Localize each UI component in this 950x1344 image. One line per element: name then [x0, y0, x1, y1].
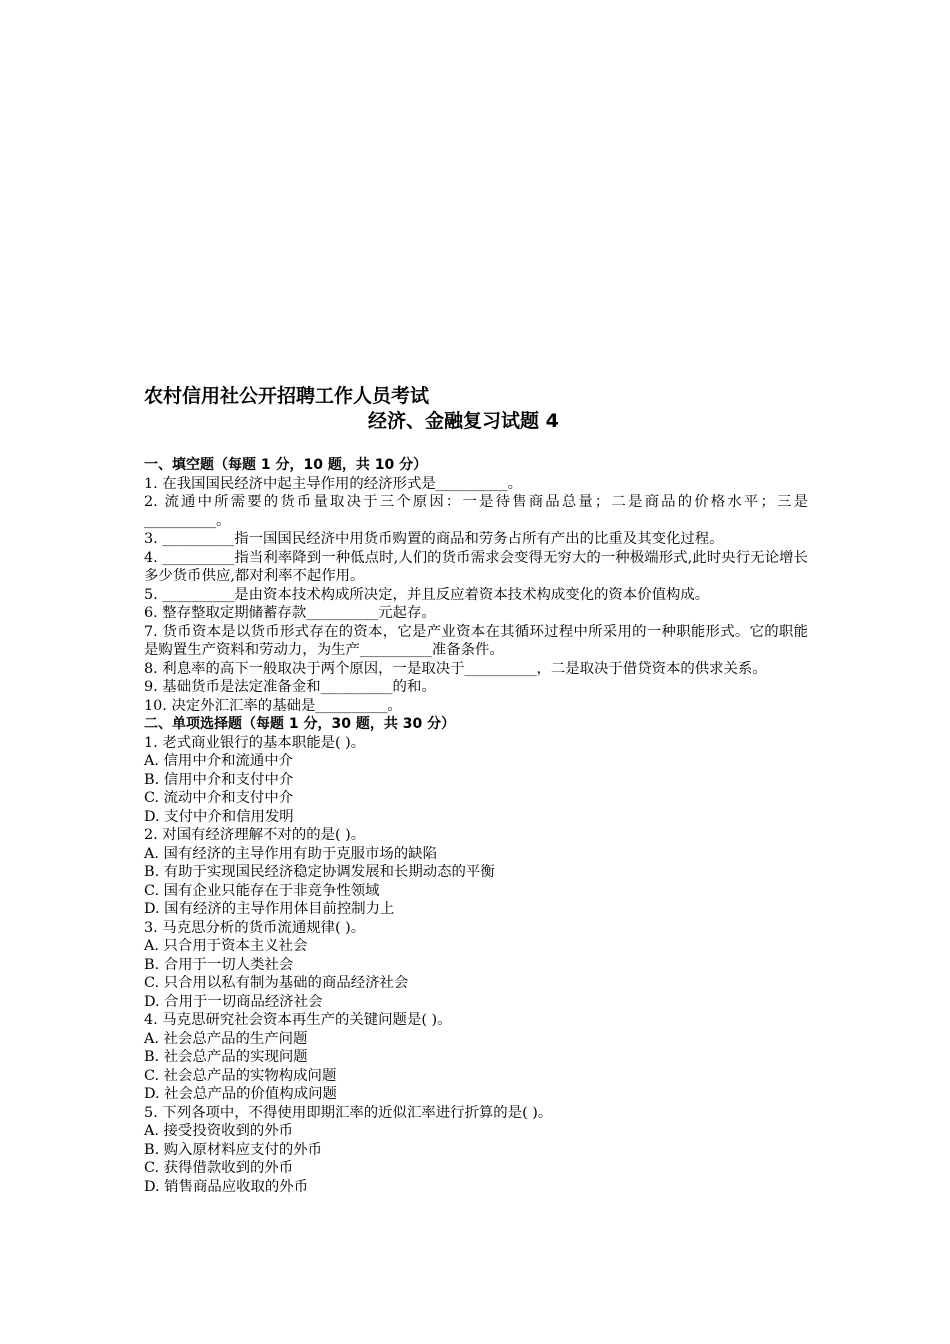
answer-option: A. 只合用于资本主义社会: [144, 938, 308, 954]
fill-blank-item: 1. 在我国国民经济中起主导作用的经济形式是__________。: [144, 475, 523, 492]
answer-option: C. 社会总产品的实物构成问题: [144, 1067, 337, 1084]
answer-option: B. 社会总产品的实现问题: [144, 1049, 308, 1065]
section-heading-fill-blank: 一、填空题（每题 1 分，10 题，共 10 分）: [144, 457, 428, 473]
document-subtitle: 经济、金融复习试题 4: [368, 410, 559, 432]
section-heading-multiple-choice: 二、单项选择题（每题 1 分，30 题，共 30 分）: [144, 716, 456, 732]
answer-option: D. 社会总产品的价值构成问题: [144, 1086, 337, 1102]
answer-option: B. 购入原材料应支付的外币: [144, 1141, 323, 1158]
question-stem: 3. 马克思分析的货币流通规律( )。: [144, 919, 366, 936]
answer-option: C. 国有企业只能存在于非竞争性领域: [144, 882, 380, 899]
fill-blank-item: 8. 利息率的高下一般取决于两个原因，一是取决于__________，二是取决于借贷资本的供求关系。: [144, 660, 767, 677]
fill-blank-item: 5. __________是由资本技术构成所决定，并且反应着资本技术构成变化的资本价值构成。: [144, 586, 710, 603]
answer-option: D. 销售商品应收取的外币: [144, 1178, 309, 1195]
question-stem: 4. 马克思研究社会资本再生产的关键问题是( )。: [144, 1012, 452, 1028]
answer-option: B. 有助于实现国民经济稳定协调发展和长期动态的平衡: [144, 864, 495, 880]
answer-option: B. 合用于一切人类社会: [144, 956, 294, 973]
answer-option: D. 支付中介和信用发明: [144, 808, 294, 825]
question-stem: 2. 对国有经济理解不对的的是( )。: [144, 827, 366, 843]
document-title: 农村信用社公开招聘工作人员考试: [144, 385, 430, 407]
answer-option: C. 流动中介和支付中介: [144, 790, 294, 806]
answer-option: A. 社会总产品的生产问题: [144, 1030, 308, 1047]
answer-option: C. 获得借款收到的外币: [144, 1160, 294, 1176]
fill-blank-item: 9. 基础货币是法定准备金和__________的和。: [144, 679, 436, 695]
question-stem: 1. 老式商业银行的基本职能是( )。: [144, 734, 366, 751]
answer-option: D. 合用于一切商品经济社会: [144, 993, 323, 1010]
question-stem: 5. 下列各项中，不得使用即期汇率的近似汇率进行折算的是( )。: [144, 1104, 553, 1121]
fill-blank-item: 10. 决定外汇汇率的基础是__________。: [144, 697, 402, 714]
fill-blank-item: 6. 整存整取定期储蓄存款__________元起存。: [144, 605, 436, 621]
fill-blank-item: 4. __________指当利率降到一种低点时,人们的货币需求会变得无穷大的一种极端形式,此时央行无论增长多少货币供应,都对利率不起作用。: [144, 549, 808, 584]
answer-option: D. 国有经济的主导作用体目前控制力上: [144, 901, 395, 917]
answer-option: A. 信用中介和流通中介: [144, 753, 294, 769]
fill-blank-item: 3. __________指一国国民经济中用货币购置的商品和劳务占所有产出的比重及其变化过程。: [144, 531, 724, 547]
answer-option: A. 国有经济的主导作用有助于克服市场的缺陷: [144, 845, 437, 862]
answer-option: A. 接受投资收到的外币: [144, 1123, 294, 1139]
document-body: [144, 456, 808, 1196]
fill-blank-item: 7. 货币资本是以货币形式存在的资本，它是产业资本在其循环过程中所采用的一种职能形式。它的职能是购置生产资料和劳动力，为生产__________准备条件。: [144, 623, 808, 658]
answer-option: C. 只合用以私有制为基础的商品经济社会: [144, 975, 409, 991]
fill-blank-item: 2. 流通中所需要的货币量取决于三个原因：一是待售商品总量；二是商品的价格水平；三是__________。: [144, 494, 808, 529]
answer-option: B. 信用中介和支付中介: [144, 771, 294, 788]
